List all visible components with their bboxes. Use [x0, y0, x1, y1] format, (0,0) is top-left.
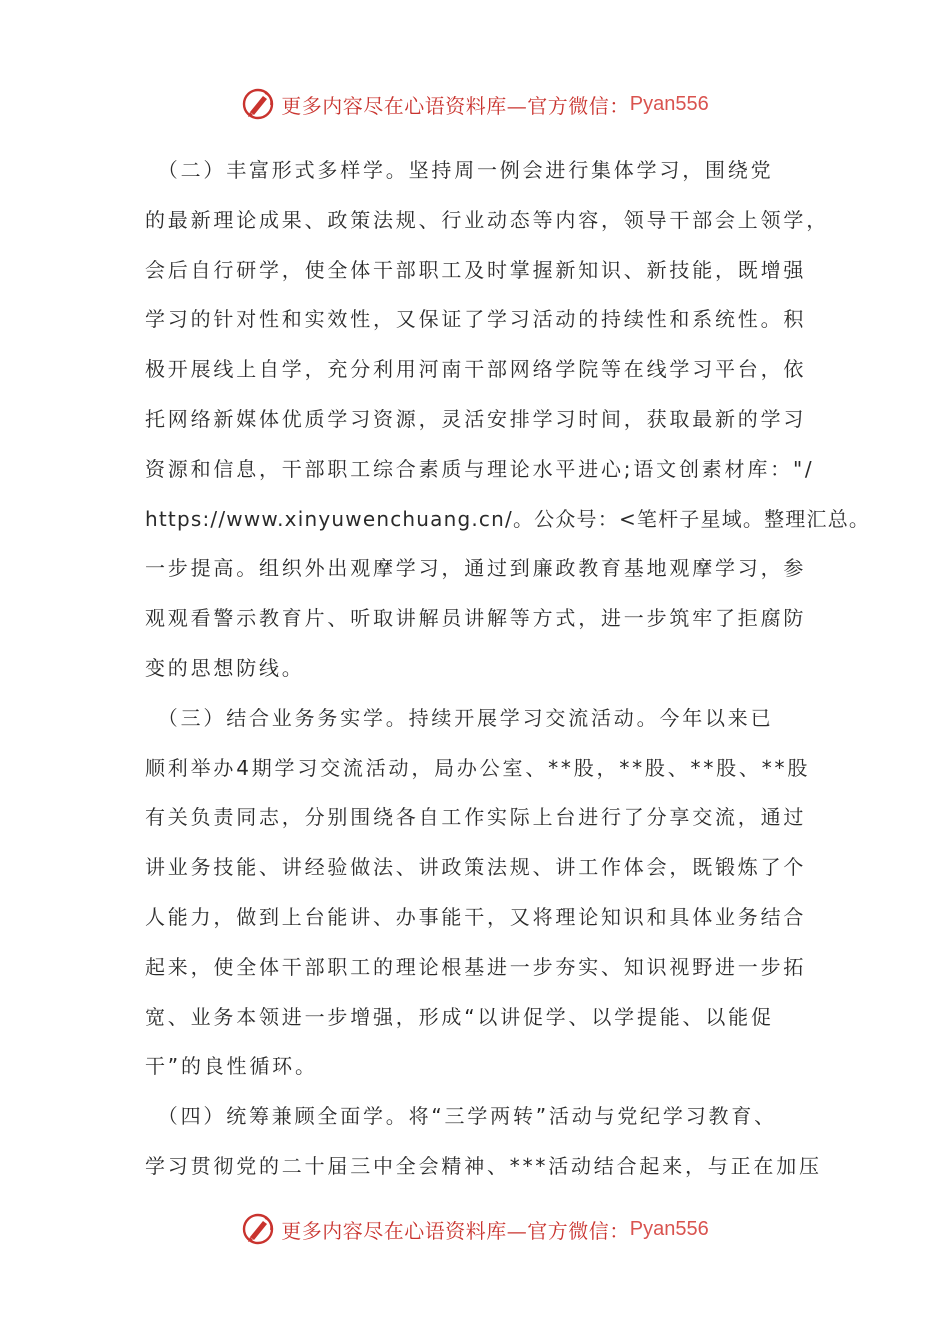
watermark-wechat-id: Pyan556 [629, 1217, 709, 1240]
text-line: 托网络新媒体优质学习资源，灵活安排学习时间，获取最新的学习 [145, 406, 807, 431]
watermark-text: 更多内容尽在心语资料库—官方微信： [281, 1218, 630, 1243]
text-line: （二）丰富形式多样学。坚持周一例会进行集体学习，围绕党 [145, 158, 774, 182]
watermark-text: 更多内容尽在心语资料库—官方微信： [281, 93, 630, 118]
text-line: https://www.xinyuwenchuang.cn/。公众号：<笔杆子星域。整理汇总。 [145, 506, 871, 531]
text-line: 的最新理论成果、政策法规、行业动态等内容，领导干部会上领学， [145, 207, 829, 232]
text-line: 干”的良性循环。 [145, 1054, 318, 1079]
text-line: 有关负责同志，分别围绕各自工作实际上台进行了分享交流，通过 [145, 805, 807, 830]
pen-logo-icon [241, 87, 275, 121]
text-line: 学习的针对性和实效性，又保证了学习活动的持续性和系统性。积 [145, 307, 807, 332]
text-line: 会后自行研学，使全体干部职工及时掌握新知识、新技能，既增强 [145, 257, 807, 282]
text-line: 一步提高。组织外出观摩学习，通过到廉政教育基地观摩学习，参 [145, 556, 807, 581]
text-line: 顺利举办4期学习交流活动，局办公室、**股，**股、**股、**股 [145, 755, 811, 780]
text-line: 极开展线上自学，充分利用河南干部网络学院等在线学习平台，依 [145, 357, 807, 382]
footer-watermark [0, 1209, 950, 1249]
text-line: 宽、业务本领进一步增强，形成“以讲促学、以学提能、以能促 [145, 1004, 774, 1029]
text-line: 学习贯彻党的二十届三中全会精神、***活动结合起来，与正在加压 [145, 1153, 822, 1178]
watermark-wechat-id: Pyan556 [629, 92, 709, 115]
text-line: 资源和信息，干部职工综合素质与理论水平进心;语文创素材库："/ [145, 456, 815, 481]
text-line: （三）结合业务务实学。持续开展学习交流活动。今年以来已 [145, 705, 774, 730]
text-line: 变的思想防线。 [145, 655, 305, 680]
text-line: 讲业务技能、讲经验做法、讲政策法规、讲工作体会，既锻炼了个 [145, 855, 807, 880]
header-watermark [0, 84, 950, 124]
text-line: 人能力，做到上台能讲、办事能干，又将理论知识和具体业务结合 [145, 904, 807, 929]
text-line: 起来，使全体干部职工的理论根基进一步夯实、知识视野进一步拓 [145, 954, 807, 979]
text-line: 观观看警示教育片、听取讲解员讲解等方式，进一步筑牢了拒腐防 [145, 606, 807, 631]
pen-logo-icon [241, 1212, 275, 1246]
text-line: （四）统筹兼顾全面学。将“三学两转”活动与党纪学习教育、 [145, 1104, 777, 1129]
document-body [145, 146, 871, 1192]
